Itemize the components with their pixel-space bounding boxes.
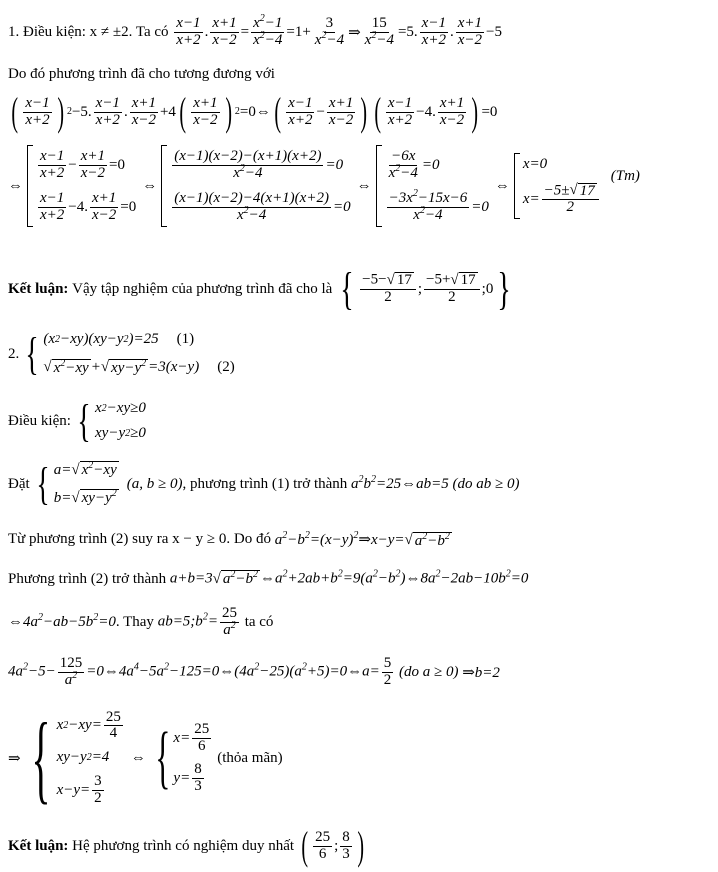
set-text: , phương trình (1) trở thành bbox=[182, 475, 348, 492]
substitution-line: Đặt { a= √ $x^2-xy$ b= √ $xy-y^2$ (a, b ≥ 0) , phương trình (1) trở thành $a^2b^2=25\Leftrightarrow ab=5$ (do ab ≥ 0) bbox=[8, 458, 520, 509]
set-label: Đặt bbox=[8, 475, 30, 492]
from-eq2-line: Từ phương trình (2) suy ra x − y ≥ 0. Do đó $a^2-b^2=(x-y)^2\Rightarrow x-y=√$ $a^2-b^2$ bbox=[8, 530, 450, 549]
do-a: (do a ≥ 0) bbox=[399, 663, 459, 680]
eq2-label: (2) bbox=[217, 359, 235, 376]
condition-2: Điều kiện: { x 2 −xy≥0 xy−y 2 ≥0 bbox=[8, 395, 146, 446]
system-2: 2. { (x 2 −xy)(xy−y 2 )=25 (1) √ $x^2-xy$ + √ $xy-y^2$ =3(x−y) (2) bbox=[8, 328, 235, 379]
eq1-label: (1) bbox=[176, 331, 195, 348]
from-eq2-text: Từ phương trình (2) suy ra x − y ≥ 0. Do đó bbox=[8, 531, 271, 548]
eq2-becomes-line: Phương trình (2) trở thành a+b=3√ $a^2-b^2$ $\Leftrightarrow a^2+2ab+b^2=9(a^2-b^2)\Leftrightarrow 8a^2-2ab-10b^2=0$ bbox=[8, 568, 529, 587]
part2-num: 2. bbox=[8, 345, 20, 362]
conclusion-1-text: Vậy tập nghiệm của phương trình đã cho là bbox=[72, 280, 333, 297]
do-ab: (do ab ≥ 0) bbox=[452, 475, 520, 492]
taco-text: ta có bbox=[244, 613, 274, 630]
substitute-line: $\Leftrightarrow 4a^2-ab-5b^2=0$ . Thay $ab=5;b^2=$ $\frac{25}{a^2}$ ta có bbox=[8, 605, 274, 638]
solve-a-line: $4a^2-5-$ $\frac{125}{a^2}$ $=0\Leftrightarrow 4a^4-5a^2-125=0\Leftrightarrow(4a^2-25)(a^2+5)=0\Leftrightarrow a=$ $\frac{5}{2}$ (do a ≥ 0) ⇒b=2 bbox=[8, 655, 500, 688]
conclusion-1: Kết luận: Vậy tập nghiệm của phương trình đã cho là { −5−√ 17 2 ; −5+√ 17 2 ;0 } bbox=[8, 263, 512, 314]
bracket-systems: ⇔ $\frac{x-1}{x+2}$ − $\frac{x+1}{x-2}$ =0 $\frac{x-1}{x+2}$ −4. $\frac{x+1}{x-2}$ =0 ⇔ $\frac{(x-1)(x-2)-(x+1)(x+2)}{x^2-4}$ =0 $\frac{(x-1)(x-2)-4(x+1)(x+2)}{x^2-4}$ =0 ⇔ $\frac{-6x}{x^2-4}$ =0 $\frac{-3x^2-15x-6}{x^2-4}$ =0 ⇔ x=0 x= −5±√ 17 2 (Tm) bbox=[8, 144, 640, 228]
thay-text: . Thay bbox=[115, 613, 154, 630]
conclusion-2-text: Hệ phương trình có nghiệm duy nhất bbox=[72, 837, 295, 854]
equation-factored: ( $\frac{x-1}{x+2}$ ) 2 −5. $\frac{x-1}{x+2}$ . $\frac{x+1}{x-2}$ +4 ( $\frac{x+1}{x-2}$ ) 2 =0⇔ ( $\frac{x-1}{x+2}$ − $\frac{x+1}{x-2}$ ) ( $\frac{x-1}{x+2}$ −4. $\frac{x+1}{x-2}$ ) =0 bbox=[11, 89, 498, 134]
eq2-becomes-text: Phương trình (2) trở thành bbox=[8, 570, 167, 587]
conclusion-2: Kết luận: Hệ phương trình có nghiệm duy nhất ( $\frac{25}{6}$ ; $\frac{8}{3}$ ) bbox=[8, 823, 364, 868]
thoaman-label: (thỏa mãn) bbox=[217, 749, 283, 766]
equivalent-line: Do đó phương trình đã cho tương đương với bbox=[8, 66, 275, 82]
conclusion-1-label: Kết luận: bbox=[8, 280, 69, 297]
tm-label: (Tm) bbox=[610, 167, 640, 184]
condition-text: 1. Điều kiện: x ≠ ±2. Ta có bbox=[8, 23, 169, 40]
set-cond: (a, b ≥ 0) bbox=[126, 475, 183, 492]
conclusion-2-label: Kết luận: bbox=[8, 837, 69, 854]
condition-line: 1. Điều kiện: x ≠ ±2. Ta có $\frac{x-1}{x+2}$ . $\frac{x+1}{x-2}$ = $\frac{x^2-1}{x^2-4}$ =1+ $\frac{3}{x^2-4}$ ⇒ $\frac{15}{x^2-4}$ =5. $\frac{x-1}{x+2}$ . $\frac{x+1}{x-2}$ −5 bbox=[8, 13, 502, 48]
condition-2-label: Điều kiện: bbox=[8, 412, 71, 429]
final-system: ⇒ { x 2 −xy= $\frac{25}{4}$ xy−y 2 =4 x−y= $\frac{3}{2}$ ⇔ { x= $\frac{25}{6}$ y= $\frac{8}{3}$ (thỏa mãn) bbox=[8, 702, 283, 813]
